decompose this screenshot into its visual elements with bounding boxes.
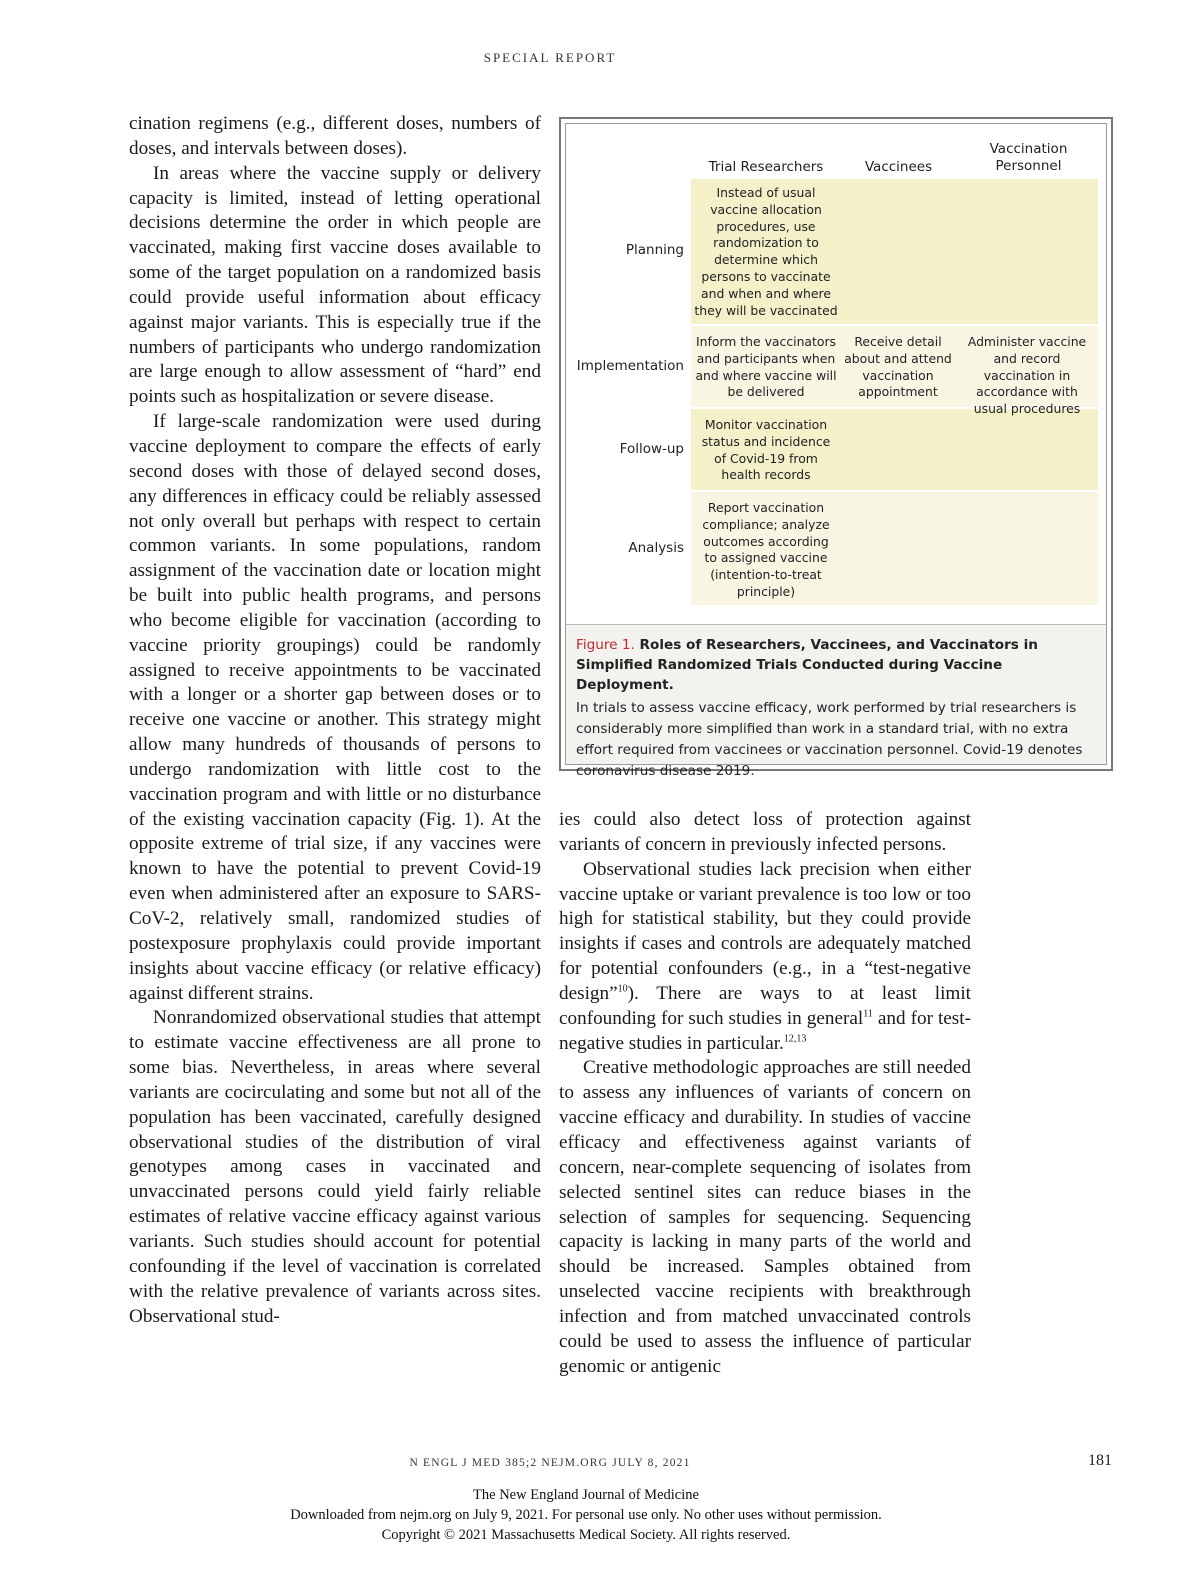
caption-title-text: Roles of Researchers, Vaccinees, and Vaccinators in Simplified Randomized Trials Conducted during Vaccine Deployment. [576,637,1038,693]
journal-name: The New England Journal of Medicine [473,1487,699,1503]
cell-planning-researchers: Instead of usual vaccine allocation procedures, use randomization to determine which persons to vaccinate and when and where they will be vaccinated [694,185,838,318]
cell-analysis-researchers: Report vaccination compliance; analyze outcomes according to assigned vaccine (intention-to-treat principle) [702,500,830,599]
copyright-notice: Copyright © 2021 Massachusetts Medical Society. All rights reserved. [381,1527,791,1543]
paragraph: cination regimens (e.g., different doses, numbers of doses, and intervals between doses). [129,113,541,159]
column-header-researchers: Trial Researchers [708,159,824,175]
page-number: 181 [1088,1452,1112,1469]
cell-implementation-vaccinees: Receive detail about and attend vaccination appointment [844,334,952,400]
row-label-planning: Planning [625,242,684,258]
paragraph: Nonrandomized observational studies that attempt to estimate vaccine effectiveness are all prone to some bias. Nevertheless, in areas where several variants are cocirculating and some but not all of the population has been vaccinated, carefully designed observational studies of the distribution of viral genotypes among cases in vaccinated and unvaccinated persons could yield fairly reliable estimates of relative vaccine efficacy against various variants. Such studies should account for potential confounding if the level of vaccination is correlated with the relative prevalence of variants across sites. Observational stud- [129,1007,541,1327]
cell-follow-up-researchers: Monitor vaccination status and incidence of Covid-19 from health records [701,417,831,483]
column-header-personnel: Vaccination Personnel [989,141,1068,174]
paragraph: In areas where the vaccine supply or delivery capacity is limited, instead of letting operational decisions determine the order in which people are vaccinated, making first vaccine doses available to some of the target population on a randomized basis could provide useful information about efficacy against major variants. This is especially true if the numbers of participants who undergo randomization are large enough to allow assessment of “hard” end points such as hospitalization or severe disease. [129,162,541,408]
paragraph: If large-scale randomization were used during vaccine deployment to compare the effects of early second doses with those of delayed second doses, any differences in efficacy could be reliably assessed not only overall but perhaps with respect to certain common variants. In some populations, random assignment of the vaccination date or location might be built into public health programs, and persons who become eligible for vaccination (according to vaccine priority groupings) could be randomly assigned to receive appointments to be vaccinated with a longer or a shorter gap between doses or to receive one vaccine or another. This strategy might allow many hundreds of thousands of persons to undergo randomization with little cost to the vaccination program and with little or no disturbance of the existing vaccination capacity (Fig. 1). At the opposite extreme of trial size, if any vaccines were known to have the potential to prevent Covid-19 even when administered after an exposure to SARS-CoV-2, relatively small, randomized studies of postexposure prophylaxis could provide important insights about vaccine efficacy (or relative efficacy) against different strains. [129,411,541,1004]
body-column-left [129,112,541,1329]
footer-citation: N ENGL J MED 385;2 NEJM.ORG JULY 8, 2021 [409,1457,691,1469]
paragraph-text: ). There are ways to at least limit confounding for such studies in general [559,982,971,1029]
body-column-right [559,808,971,1379]
caption-label: Figure 1. [576,637,635,653]
paragraph-text: and for test-negative studies in particular. [559,1007,971,1054]
row-label-implementation: Implementation [576,358,684,374]
figure-panel [565,123,1107,779]
caption-text: In trials to assess vaccine efficacy, work performed by trial researchers is considerably more simplified than work in a standard trial, with no extra effort required from vaccinees or vaccination personnel. Covid-19 denotes coronavirus disease 2019. [576,700,1083,779]
paragraph: ies could also detect loss of protection against variants of concern in previously infected persons. [559,809,971,855]
reference-superscript: 12,13 [783,1033,807,1045]
figure-caption [566,624,1106,779]
column-header-vaccinees: Vaccinees [864,159,933,175]
reference-superscript: 10 [617,983,628,995]
figure-1 [559,117,1113,779]
cell-implementation-personnel: Administer vaccine and record vaccination in accordance with usual procedures [967,334,1087,417]
reference-superscript: 11 [863,1008,873,1020]
download-notice: Downloaded from nejm.org on July 9, 2021. For personal use only. No other uses without permission. [290,1507,882,1523]
caption-title [576,635,1096,695]
row-label-analysis: Analysis [628,540,684,556]
paragraph [559,858,971,1057]
running-header: SPECIAL REPORT [483,50,617,65]
paragraph-text: Observational studies lack precision when either vaccine uptake or variant prevalence is too low or too high for statistical stability, but they could provide insights if cases and controls are adequately matched for potential confounders (e.g., in a “test-negative design” [559,858,971,1004]
cell-implementation-researchers: Inform the vaccinators and participants when and where vaccine will be delivered [695,334,837,400]
paragraph: Creative methodologic approaches are still needed to assess any influences of variants of concern on vaccine efficacy and durability. In studies of vaccine efficacy and effectiveness against variants of concern, near-complete sequencing of isolates from selected sentinel sites can reduce biases in the selection of samples for sequencing. Sequencing capacity is lacking in many parts of the world and should be increased. Samples obtained from unselected vaccine recipients with breakthrough infection and from matched unvaccinated controls could be used to assess the influence of particular genomic or antigenic [559,1057,971,1377]
row-label-follow-up: Follow-up [619,441,684,457]
